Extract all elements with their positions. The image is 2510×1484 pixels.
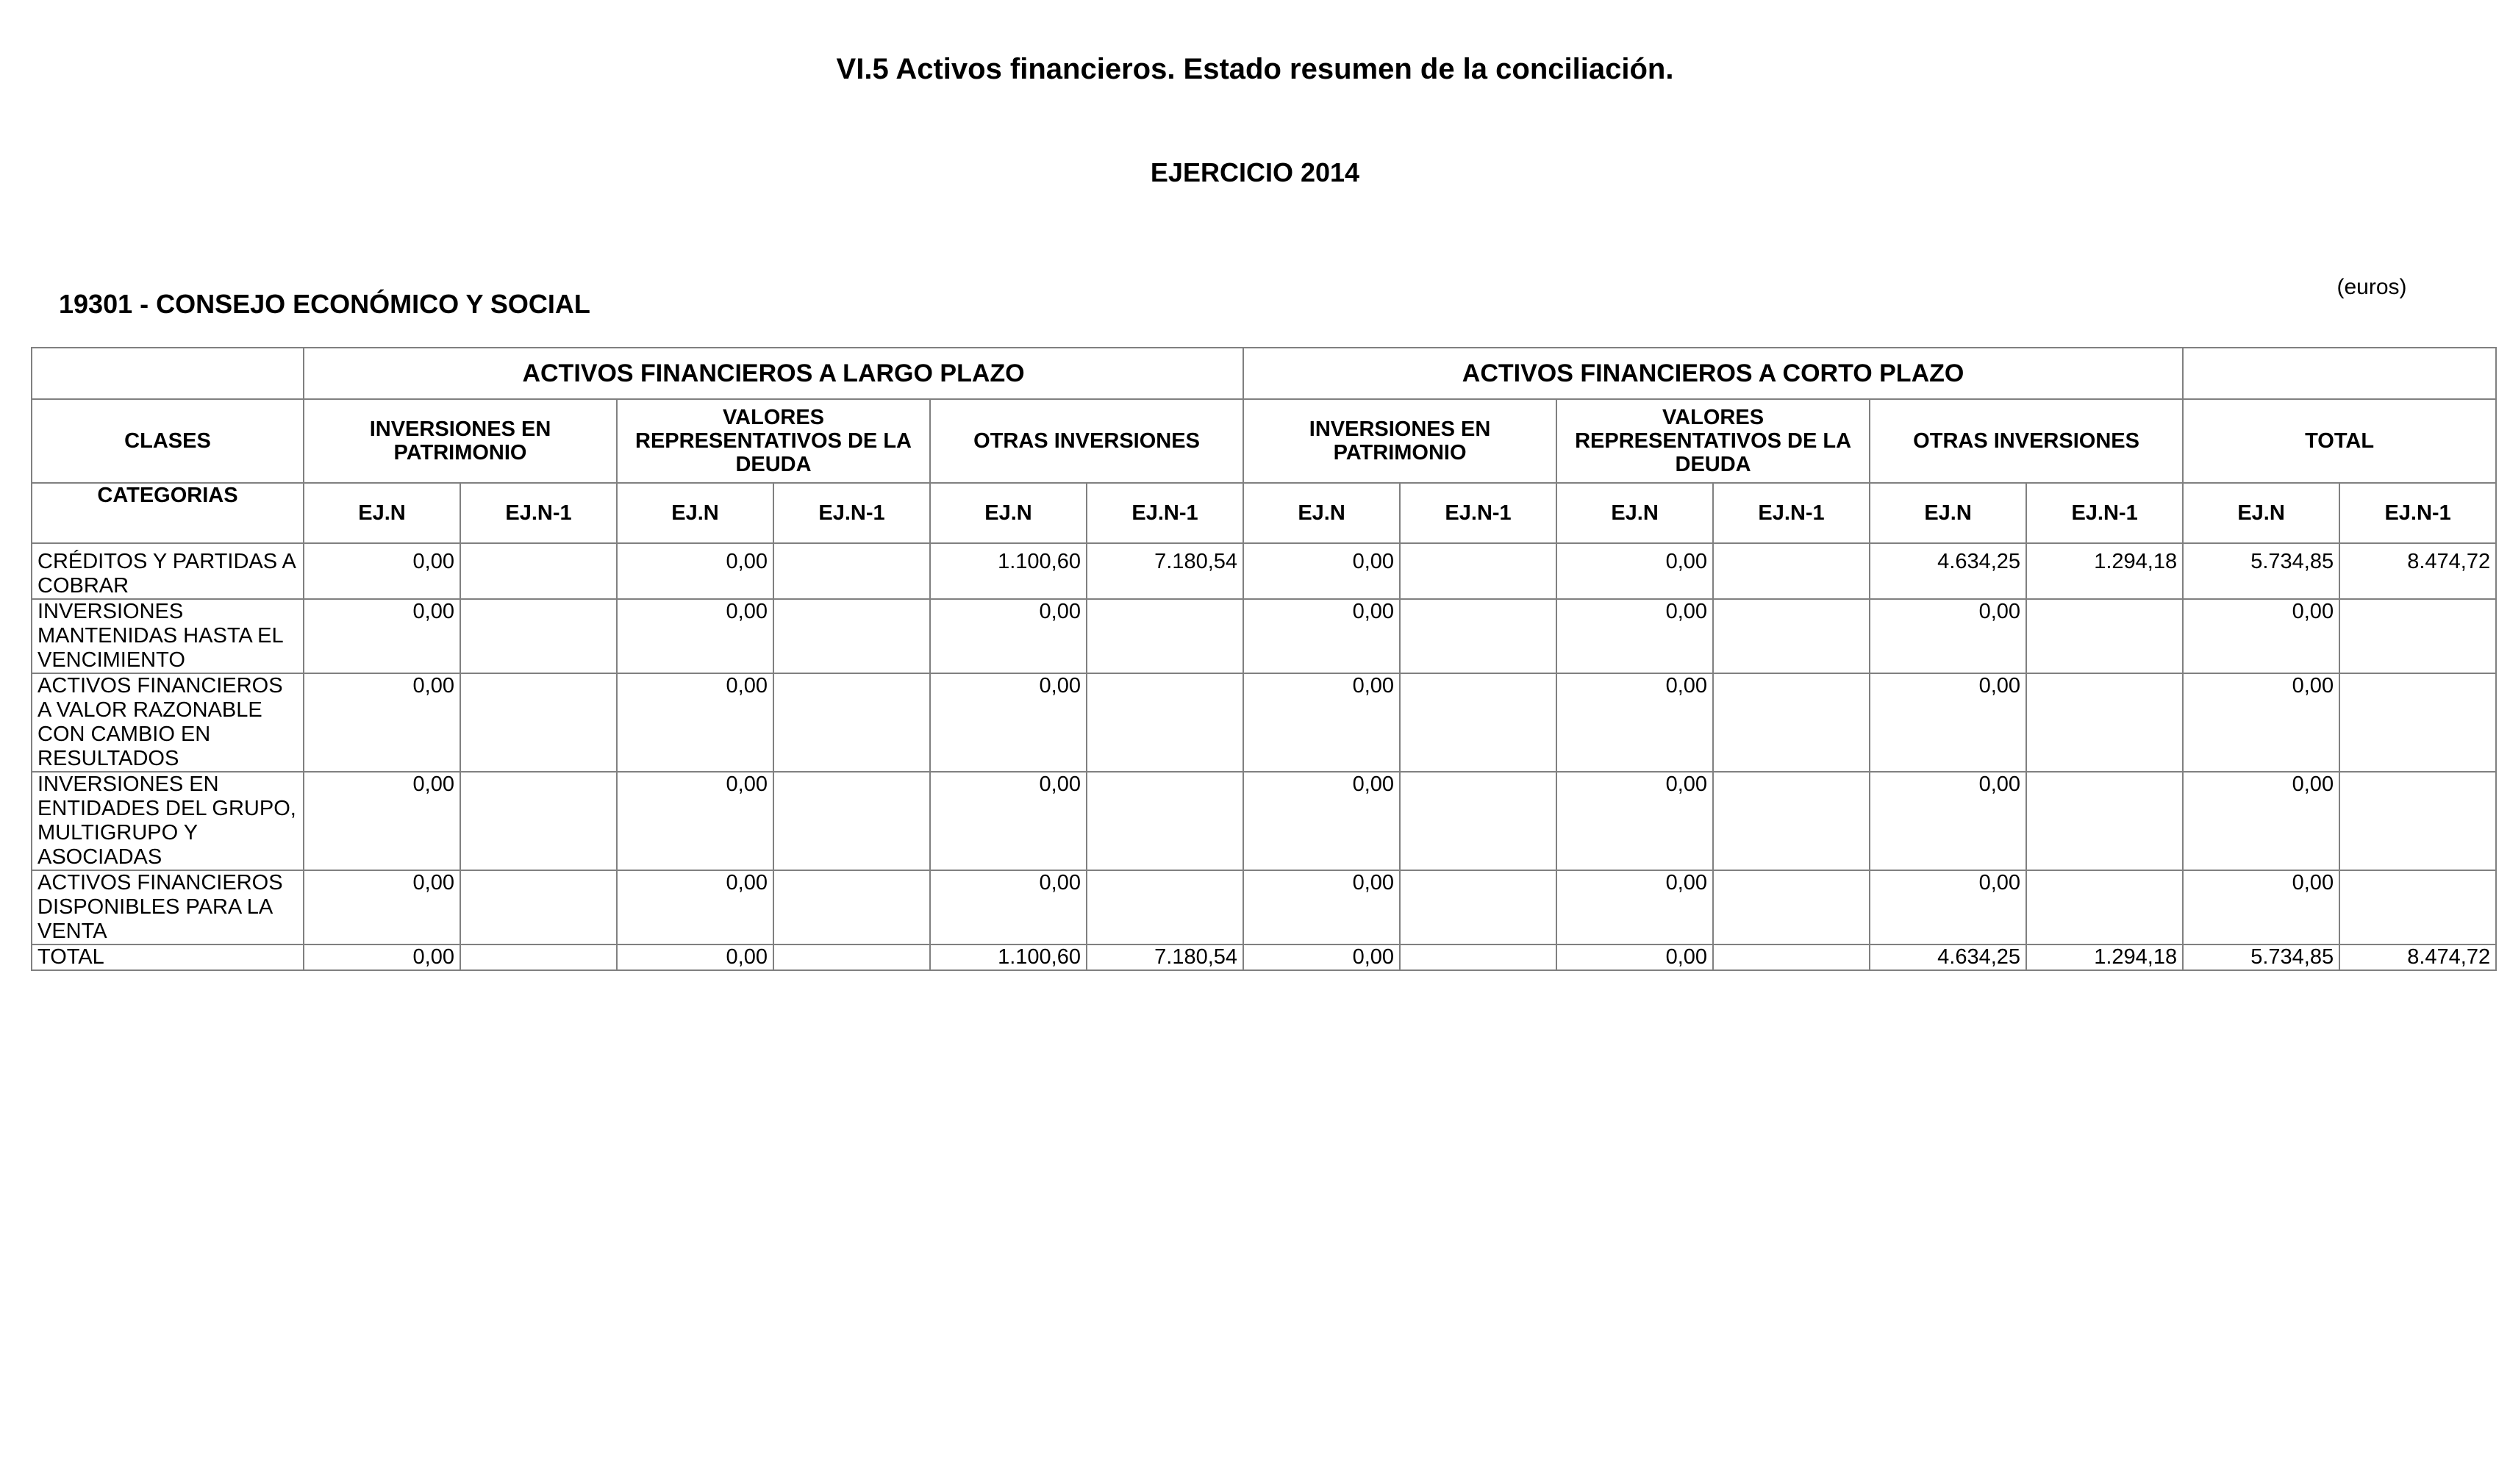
value-cell	[1400, 673, 1556, 772]
value-cell: 5.734,85	[2183, 944, 2339, 970]
value-cell: 0,00	[1870, 673, 2026, 772]
table-body	[32, 543, 2496, 970]
value-cell: 8.474,72	[2339, 543, 2496, 599]
value-cell: 0,00	[1556, 944, 1713, 970]
column-header-ejn1: EJ.N-1	[1400, 483, 1556, 543]
clases-header: CLASES	[32, 399, 304, 483]
value-cell	[2026, 772, 2183, 870]
column-header-ejn: EJ.N	[2183, 483, 2339, 543]
value-cell: 0,00	[1556, 599, 1713, 673]
value-cell: 0,00	[1556, 870, 1713, 944]
column-header-ejn: EJ.N	[930, 483, 1087, 543]
value-cell: 0,00	[1556, 673, 1713, 772]
category-label: CRÉDITOS Y PARTIDAS A COBRAR	[32, 543, 304, 599]
lt-debt-securities-header: VALORES REPRESENTATIVOS DE LA DEUDA	[617, 399, 930, 483]
value-cell: 0,00	[1243, 870, 1400, 944]
value-cell	[1713, 944, 1870, 970]
value-cell: 1.294,18	[2026, 543, 2183, 599]
column-header-ejn1: EJ.N-1	[1087, 483, 1243, 543]
value-cell	[773, 944, 930, 970]
column-header-ejn1: EJ.N-1	[1713, 483, 1870, 543]
st-debt-securities-header: VALORES REPRESENTATIVOS DE LA DEUDA	[1556, 399, 1870, 483]
value-cell: 0,00	[2183, 772, 2339, 870]
category-label: TOTAL	[32, 944, 304, 970]
table-row	[32, 543, 2496, 599]
value-cell: 0,00	[304, 870, 460, 944]
value-cell: 1.100,60	[930, 944, 1087, 970]
value-cell	[773, 870, 930, 944]
category-label: ACTIVOS FINANCIEROS DISPONIBLES PARA LA VENTA	[32, 870, 304, 944]
value-cell: 0,00	[1243, 673, 1400, 772]
column-header-ejn: EJ.N	[617, 483, 773, 543]
value-cell: 0,00	[304, 673, 460, 772]
value-cell: 5.734,85	[2183, 543, 2339, 599]
financial-assets-table	[31, 347, 2497, 971]
total-header: TOTAL	[2183, 399, 2496, 483]
category-label: ACTIVOS FINANCIEROS A VALOR RAZONABLE CON CAMBIO EN RESULTADOS	[32, 673, 304, 772]
column-header-ejn1: EJ.N-1	[773, 483, 930, 543]
value-cell: 0,00	[930, 673, 1087, 772]
value-cell: 0,00	[930, 772, 1087, 870]
column-header-ejn: EJ.N	[304, 483, 460, 543]
value-cell: 0,00	[1870, 772, 2026, 870]
value-cell	[2026, 870, 2183, 944]
value-cell	[460, 870, 617, 944]
value-cell	[460, 673, 617, 772]
table-row	[32, 870, 2496, 944]
value-cell	[460, 944, 617, 970]
value-cell: 4.634,25	[1870, 944, 2026, 970]
st-other-investments-header: OTRAS INVERSIONES	[1870, 399, 2183, 483]
value-cell	[1713, 543, 1870, 599]
category-label: INVERSIONES MANTENIDAS HASTA EL VENCIMIENTO	[32, 599, 304, 673]
value-cell: 0,00	[304, 543, 460, 599]
value-cell: 7.180,54	[1087, 944, 1243, 970]
value-cell: 0,00	[1556, 543, 1713, 599]
value-cell	[1400, 944, 1556, 970]
table-row	[32, 673, 2496, 772]
value-cell: 0,00	[617, 944, 773, 970]
value-cell	[2339, 870, 2496, 944]
value-cell	[1713, 870, 1870, 944]
value-cell	[1087, 870, 1243, 944]
total-group-header-cell	[2183, 348, 2496, 399]
value-cell: 0,00	[617, 599, 773, 673]
value-cell	[2339, 772, 2496, 870]
value-cell	[1400, 772, 1556, 870]
value-cell	[1400, 599, 1556, 673]
value-cell: 0,00	[930, 870, 1087, 944]
column-header-ejn: EJ.N	[1870, 483, 2026, 543]
fiscal-year-heading: EJERCICIO 2014	[1150, 157, 1360, 187]
value-cell: 0,00	[304, 599, 460, 673]
value-cell: 0,00	[1870, 870, 2026, 944]
column-header-ejn1: EJ.N-1	[460, 483, 617, 543]
st-equity-investments-header: INVERSIONES EN PATRIMONIO	[1243, 399, 1556, 483]
header-corner-cell	[32, 348, 304, 399]
entity-heading: 19301 - CONSEJO ECONÓMICO Y SOCIAL	[59, 289, 590, 319]
value-cell: 0,00	[617, 870, 773, 944]
value-cell	[1087, 673, 1243, 772]
value-cell: 0,00	[617, 673, 773, 772]
column-header-ejn: EJ.N	[1556, 483, 1713, 543]
lt-equity-investments-header: INVERSIONES EN PATRIMONIO	[304, 399, 617, 483]
value-cell	[773, 599, 930, 673]
value-cell: 1.294,18	[2026, 944, 2183, 970]
value-cell	[2339, 673, 2496, 772]
value-cell	[773, 543, 930, 599]
page-title: VI.5 Activos financieros. Estado resumen de la conciliación.	[836, 53, 1674, 85]
value-cell	[1400, 543, 1556, 599]
value-cell	[1713, 599, 1870, 673]
category-label: INVERSIONES EN ENTIDADES DEL GRUPO, MULTIGRUPO Y ASOCIADAS	[32, 772, 304, 870]
value-cell: 0,00	[617, 772, 773, 870]
value-cell: 0,00	[2183, 673, 2339, 772]
value-cell: 0,00	[1870, 599, 2026, 673]
value-cell	[1400, 870, 1556, 944]
value-cell	[1087, 772, 1243, 870]
value-cell	[1087, 599, 1243, 673]
value-cell: 4.634,25	[1870, 543, 2026, 599]
column-header-ejn1: EJ.N-1	[2026, 483, 2183, 543]
value-cell	[773, 673, 930, 772]
value-cell: 0,00	[304, 772, 460, 870]
value-cell: 7.180,54	[1087, 543, 1243, 599]
value-cell	[460, 543, 617, 599]
value-cell: 0,00	[1243, 599, 1400, 673]
table-row	[32, 599, 2496, 673]
value-cell	[1713, 772, 1870, 870]
value-cell: 1.100,60	[930, 543, 1087, 599]
value-cell: 0,00	[617, 543, 773, 599]
value-cell: 0,00	[304, 944, 460, 970]
value-cell: 0,00	[1243, 772, 1400, 870]
value-cell: 0,00	[2183, 870, 2339, 944]
value-cell	[2026, 599, 2183, 673]
column-header-ejn: EJ.N	[1243, 483, 1400, 543]
long-term-header: ACTIVOS FINANCIEROS A LARGO PLAZO	[304, 348, 1243, 399]
value-cell	[460, 772, 617, 870]
value-cell: 0,00	[930, 599, 1087, 673]
value-cell: 8.474,72	[2339, 944, 2496, 970]
value-cell	[2026, 673, 2183, 772]
short-term-header: ACTIVOS FINANCIEROS A CORTO PLAZO	[1243, 348, 2183, 399]
value-cell	[460, 599, 617, 673]
value-cell	[2339, 599, 2496, 673]
lt-other-investments-header: OTRAS INVERSIONES	[930, 399, 1243, 483]
value-cell: 0,00	[1556, 772, 1713, 870]
table-row	[32, 772, 2496, 870]
value-cell	[773, 772, 930, 870]
value-cell: 0,00	[1243, 543, 1400, 599]
value-cell	[1713, 673, 1870, 772]
categorias-header: CATEGORIAS	[32, 483, 304, 543]
currency-units: (euros)	[2336, 275, 2407, 299]
column-header-ejn1: EJ.N-1	[2339, 483, 2496, 543]
value-cell: 0,00	[1243, 944, 1400, 970]
value-cell: 0,00	[2183, 599, 2339, 673]
table-row	[32, 944, 2496, 970]
